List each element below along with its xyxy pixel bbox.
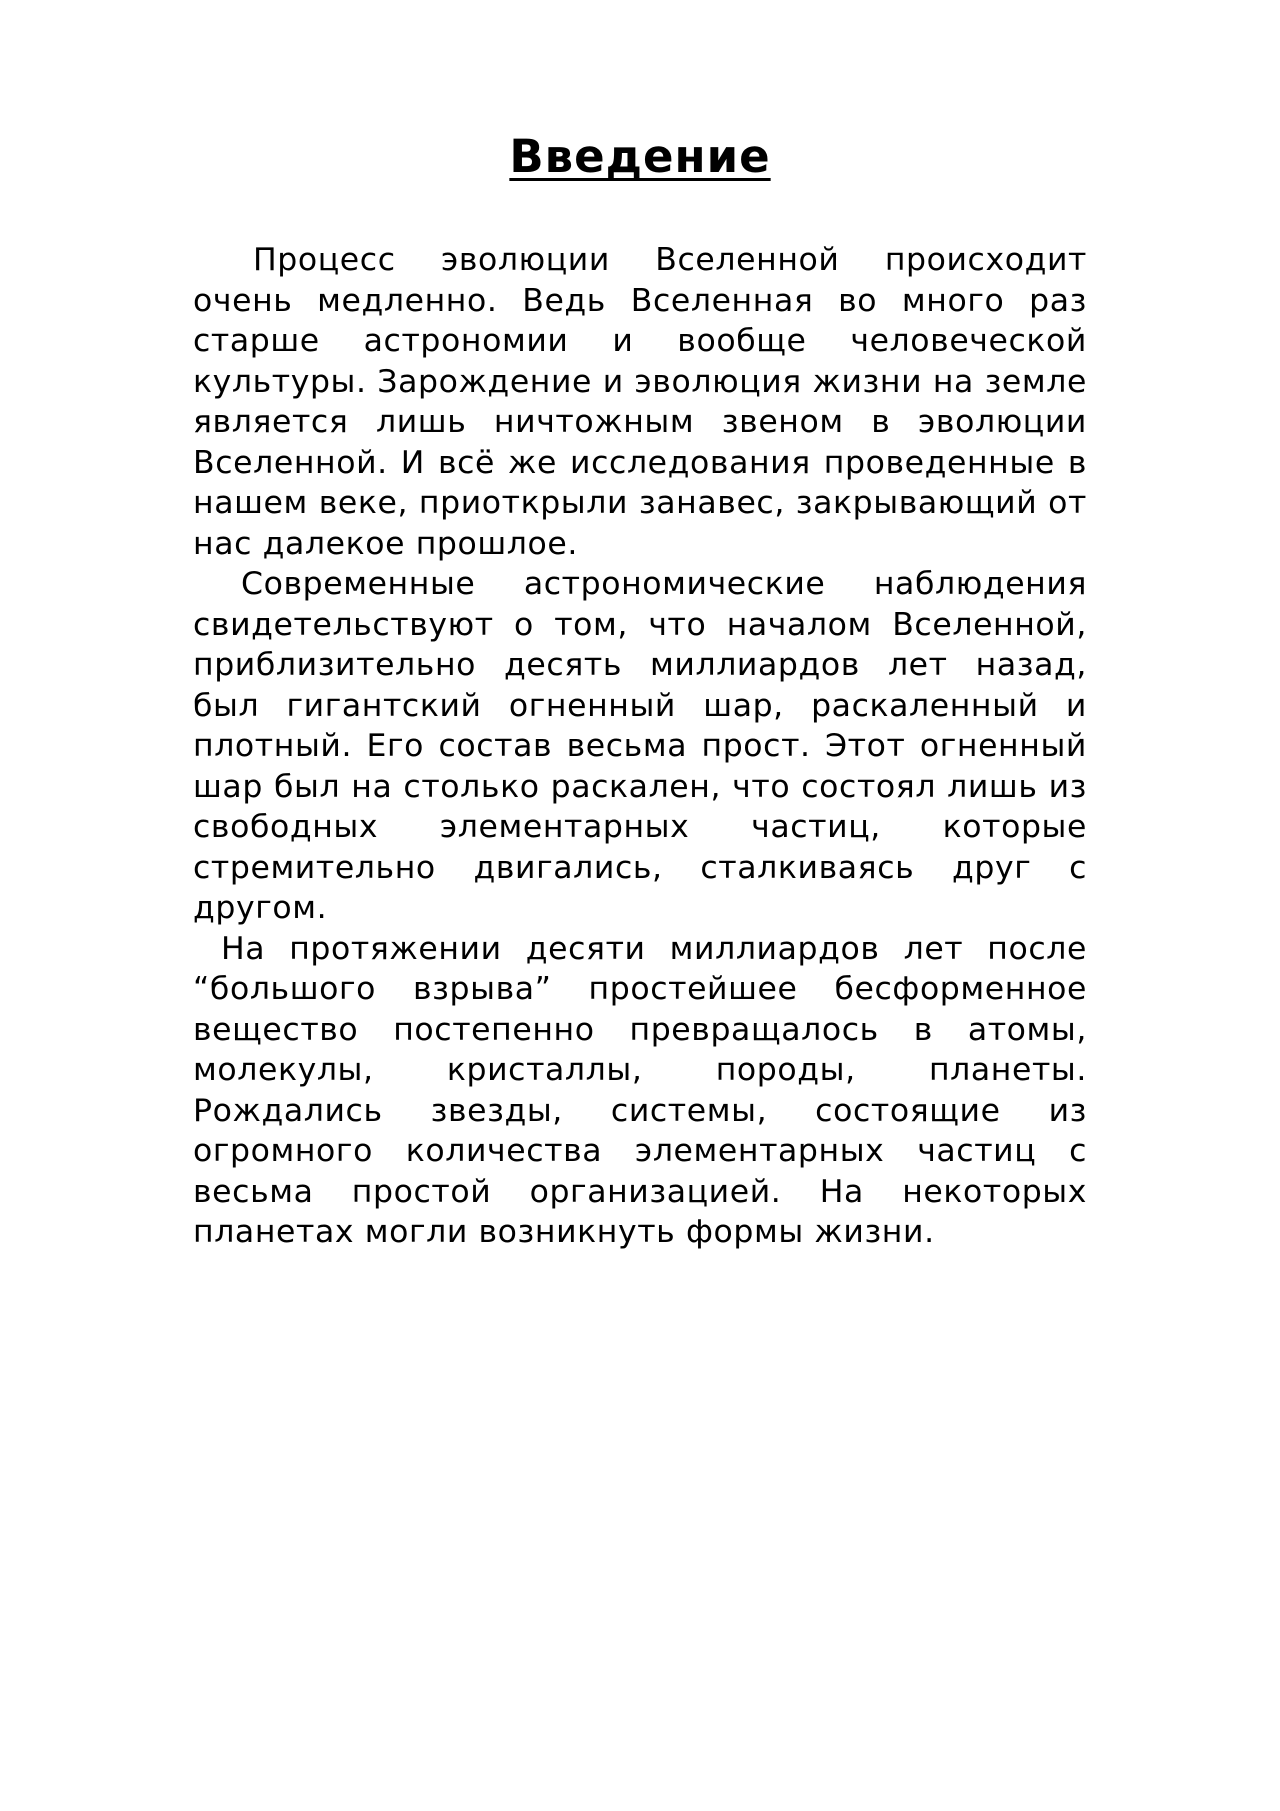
paragraph-1: Процесс эволюции Вселенной происходит очень медленно. Ведь Вселенная во много раз старше астрономии и вообще человеческой культуры. Зарождение и эволюция жизни на земле является лишь ничтожным звеном в эволюции Вселенной. И всё же исследования проведенные в нашем веке, приоткрыли занавес, закрывающий от нас далекое прошлое. [193, 242, 1087, 562]
document-body [193, 240, 1087, 1253]
paragraph-2: Современные астрономические наблюдения свидетельствуют о том, что началом Вселенной, приблизительно десять миллиардов лет назад, был гигантский огненный шар, раскаленный и плотный. Его состав весьма прост. Этот огненный шар был на столько раскален, что состоял лишь из свободных элементарных частиц, которые стремительно двигались, сталкиваясь друг с другом. [193, 566, 1087, 926]
page-title: Введение [509, 130, 771, 183]
page-title-container [0, 130, 1280, 184]
paragraph-3: На протяжении десяти миллиардов лет после “большого взрыва” простейшее бесформенное вещество постепенно превращалось в атомы, молекулы, кристаллы, породы, планеты. Рождались звезды, системы, состоящие из огромного количества элементарных частиц с весьма простой организацией. На некоторых планетах могли возникнуть формы жизни. [193, 930, 1087, 1250]
